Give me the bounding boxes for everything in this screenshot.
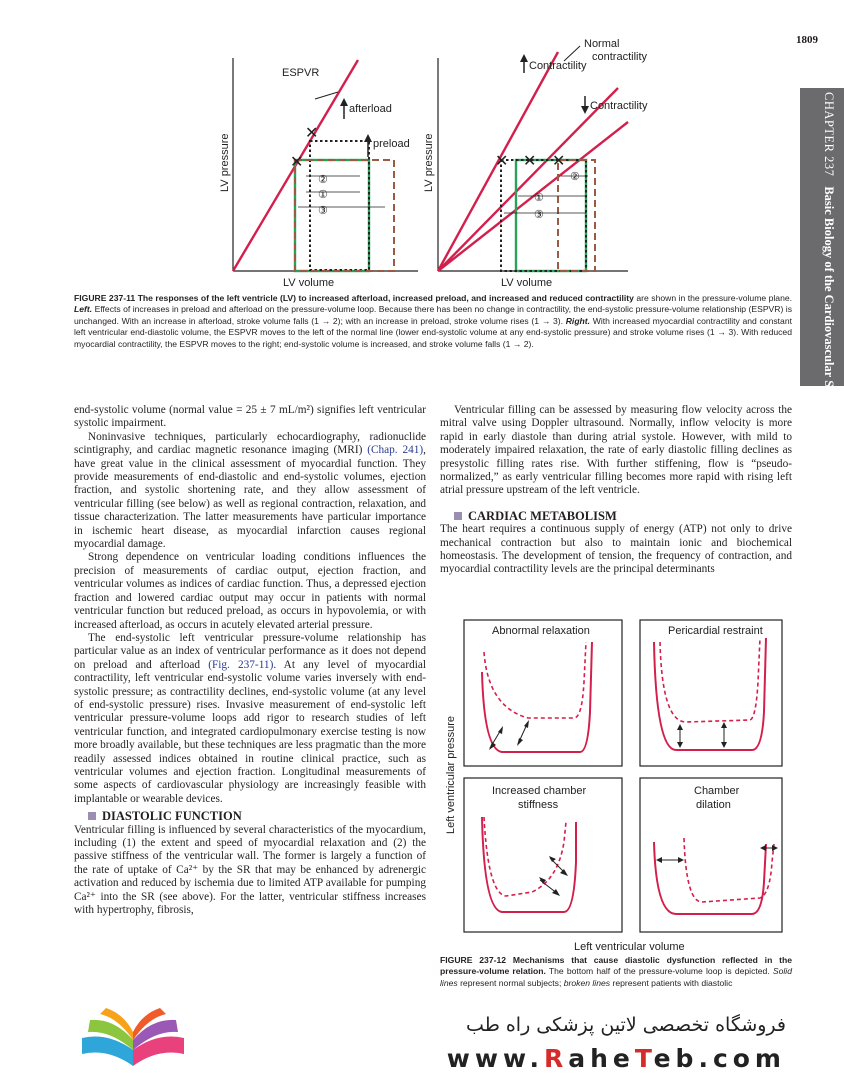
panel-pericardial-restraint: Pericardial restraint	[668, 625, 763, 637]
normal-label: Normal	[584, 38, 620, 50]
diastolic-function-heading	[74, 810, 426, 823]
url-part-a: www.	[446, 1044, 544, 1073]
p4-dashed-curve	[684, 838, 774, 902]
right-y-label: LV pressure	[423, 133, 435, 192]
heading-bullet	[88, 812, 96, 820]
page-number: 1809	[796, 34, 818, 46]
left-p2	[74, 431, 426, 552]
chapter-title: Basic Biology of the Cardiovascular System	[822, 186, 836, 419]
figure-237-11-caption	[74, 293, 792, 350]
espvr-x-mark-2: ✕	[290, 154, 304, 171]
right-loop-num-1: ①	[534, 192, 544, 204]
left-p4-b: . At any level of myocardial contractility, left ventricular end-systolic volume varies inversely with end-systolic pressure; as contractility declines, end-systolic volume (at any level of end-systolic pressure) rises. Invasive measurement of end-systolic left ventricular pressure-volume loops add rigor to research studies of left ventricular function, and integrated cardiopulmonary exercise testing is now more broadly available, but these techniques are less pragmatic than the more readily assessed indices obtained in routine clinical practice, such as ventricular volumes and ejection fraction. Longitudinal measurements of some aspects of cardiovascular physiology are increasingly feasible with implantable or wearable devices.	[74, 658, 427, 805]
right-loop-num-3: ③	[534, 209, 544, 221]
fig11-caption-tail: are shown in the pressure-volume plane.	[633, 293, 793, 303]
contractility-up-label: Contractility	[529, 60, 587, 72]
left-panel	[233, 58, 418, 271]
url-part-d: T	[634, 1044, 654, 1073]
left-p4	[74, 632, 426, 806]
left-y-label: LV pressure	[219, 133, 231, 192]
panel-box-2	[640, 620, 782, 766]
right-panel	[438, 46, 628, 271]
fig12-caption-end: represent patients with diastolic	[610, 977, 733, 988]
fig11-caption-right: Right.	[565, 315, 591, 326]
p1-dashed-curve	[484, 642, 586, 718]
panel-increased-stiffness-2: stiffness	[518, 799, 559, 811]
left-p4-a: The end-systolic left ventricular pressure-volume relationship has particular value as an index of ventricular performance as it does not depend on preload and afterload	[74, 631, 426, 671]
fig12-x-label: Left ventricular volume	[574, 941, 685, 953]
p1-solid-curve	[482, 642, 592, 752]
afterload-label: afterload	[349, 103, 392, 115]
fig11-caption-label: FIGURE 237-11	[74, 293, 136, 303]
url-part-c: ahe	[568, 1044, 635, 1073]
left-p5: Ventricular filling is influenced by several characteristics of the myocardium, including (1) the extent and speed of myocardial relaxation and (2) the passive stiffness of the ventricular wall. The former is largely a function of the rate of uptake of Ca²⁺ by the SR that may be enhanced by adrenergic activation and reduced by ischemia due to limited ATP available for pumping Ca²⁺ into the SR (see above). For the latter, ventricular stiffness increases with hypertrophy, fibrosis,	[74, 823, 426, 917]
left-column	[74, 404, 426, 917]
store-name-persian: فروشگاه تخصصی لاتین پزشکی راه طب	[466, 1014, 786, 1036]
normal-contractility-label: contractility	[592, 51, 648, 63]
chap-241-link[interactable]: (Chap. 241)	[367, 444, 424, 457]
url-part-e: eb.com	[653, 1044, 786, 1073]
right-p1: Ventricular filling can be assessed by measuring flow velocity across the mitral valve using Doppler ultrasound. Normally, inflow velocity is more rapid in early diastole than during atrial systole. However, with mild to moderately impaired relaxation, the rate of early diastolic filling declines as presystolic filling rates rise. With further stiffening, flow is “pseudo-normalized,” as early ventricular filling becomes more rapid with rising left atrial pressure upstream of the left ventricle.	[440, 404, 792, 497]
p4-solid-curve	[654, 842, 766, 914]
fig12-caption-broken: broken lines	[563, 977, 611, 988]
left-p2-b: , have great value in the clinical assessment of myocardial function. They provide measurements of end-diastolic and end-systolic volumes, ejection fraction, and systolic shortening rate, and they allow assessment of ventricular filling (see below) as well as regional contraction, relaxation, and tissue characterization. The latter measurements have particular importance in ischemic heart disease, as myocardial infarction causes regional myocardial damage.	[74, 444, 426, 551]
fig11-caption-mid: Effects of increases in preload and afterload on the pressure-volume loop. Because there has been no change in contractility, the end-systolic pressure-volume relationship (ESPVR) is unchanged. With an increase in afterload, stroke volume falls (1 → 2); with an increase in preload, stroke volume rises (1 → 3).	[74, 304, 792, 326]
p3-solid-curve	[482, 817, 576, 912]
fig12-caption-label: FIGURE 237-12	[440, 955, 507, 965]
loop-1	[295, 160, 369, 271]
fig12-caption-title: Mechanisms that cause diastolic dysfunction reflected in the pressure-volume relation.	[440, 955, 792, 977]
espvr-label: ESPVR	[282, 67, 320, 79]
right-x-label: LV volume	[501, 277, 553, 289]
svg-text:✕: ✕	[552, 153, 566, 170]
left-loop-num-2: ②	[318, 174, 328, 186]
left-loop-num-1: ①	[318, 189, 328, 201]
left-p3: Strong dependence on ventricular loading conditions influences the precision of measurements of cardiac output, ejection fraction, and ventricular volumes as indices of cardiac function. Thus, a depressed ejection fraction and lowered cardiac output may occur in patients with normal ventricular function but reduced preload, as occurs in hypovolemia, or with increased afterload, as occurs in acutely elevated arterial pressure.	[74, 551, 426, 631]
fig12-caption-mid2: represent normal subjects;	[457, 977, 564, 988]
fig12-y-label: Left ventricular pressure	[445, 716, 457, 834]
fig11-caption-left: Left.	[74, 304, 93, 315]
contractility-down-label: Contractility	[590, 100, 648, 112]
figure-237-12-caption	[440, 955, 792, 989]
panel-increased-stiffness-1: Increased chamber	[492, 785, 587, 797]
fig11-caption-title: The responses of the left ventricle (LV) to increased afterload, increased preload, and increased and reduced contractility	[137, 293, 634, 303]
fig12-caption-solid: Solid lines	[440, 966, 792, 988]
chapter-number: CHAPTER 237	[822, 92, 836, 177]
svg-text:✕: ✕	[523, 153, 537, 170]
url-part-b: R	[543, 1044, 569, 1073]
panel-chamber-dilation-2: dilation	[696, 799, 731, 811]
right-loop-num-2: ②	[570, 171, 580, 183]
fig-237-11-link[interactable]: (Fig. 237-11)	[208, 658, 274, 671]
figure-237-11	[218, 30, 658, 292]
heading-bullet	[454, 512, 462, 520]
chapter-side-tab	[800, 88, 844, 419]
left-p2-a: Noninvasive techniques, particularly echocardiography, radionuclide scintigraphy, and cardiac magnetic resonance imaging (MRI)	[74, 430, 426, 457]
p2-dashed-curve	[660, 638, 760, 722]
right-p2: The heart requires a continuous supply of energy (ATP) not only to drive mechanical contraction but also to maintain ionic and biochemical homeostasis. The development of tension, the frequency of contraction, and myocardial contractility levels are the principal determinants	[440, 523, 792, 576]
metabolism-heading-text: CARDIAC METABOLISM	[468, 508, 617, 523]
p3-dashed-curve	[484, 817, 566, 896]
left-p1: end-systolic volume (normal value = 25 ± 7 mL/m²) signifies left ventricular systolic impairment.	[74, 404, 426, 430]
cardiac-metabolism-heading	[440, 510, 792, 523]
figure-237-12	[440, 612, 800, 956]
espvr-x-mark-1: ✕	[305, 125, 319, 142]
espvr-normal	[438, 88, 618, 271]
store-url[interactable]	[447, 1044, 786, 1073]
preload-label: preload	[373, 138, 410, 150]
fig12-caption-mid: The bottom half of the pressure-volume loop is depicted.	[545, 966, 773, 977]
panel-chamber-dilation-1: Chamber	[694, 785, 740, 797]
espvr-reduced	[438, 122, 628, 271]
left-loop-num-3: ③	[318, 205, 328, 217]
left-x-label: LV volume	[283, 277, 335, 289]
panel-abnormal-relaxation: Abnormal relaxation	[492, 625, 590, 637]
panel-box-1	[464, 620, 622, 766]
book-logo	[78, 1008, 188, 1072]
fig11-caption-end: With increased myocardial contractility and constant left ventricular end-diastolic volume, the ESPVR moves to the left of the normal line (lower end-systolic volume at any end-systolic pressure) and stroke volume rises (1 → 3). With reduced myocardial contractility, the ESPVR moves to the right; end-systolic volume is increased, and stroke volume falls (1 → 2).	[74, 315, 792, 349]
p2-solid-curve	[654, 638, 766, 750]
right-column	[440, 404, 792, 577]
diastolic-heading-text: DIASTOLIC FUNCTION	[102, 809, 242, 824]
svg-text:✕: ✕	[495, 153, 509, 170]
